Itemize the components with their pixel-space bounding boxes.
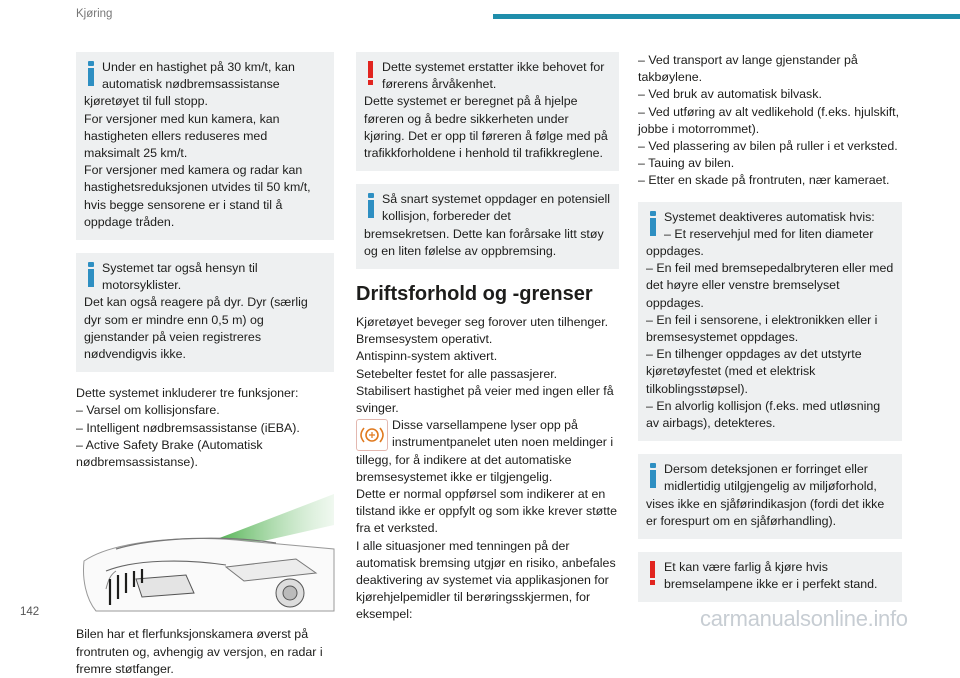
- automatic-braking-paragraph: tillegg, for å indikere at det automatiske bremsesystemet ikke er tilgjengelig. Dette er normal oppførsel som indikerer at en tilstand ikke er oppfylt og som ikke krever støtte fra et verksted. I alle situasjoner med tenningen på der automatisk bremsing utgjør en risiko, anbefales deaktivering av systemet via applikasjonen for kjørehjelpemidler til berøringsskjermen, for eksempel:: [356, 452, 617, 622]
- warning-box-vigilance: [356, 52, 619, 171]
- functions-paragraph: Dette systemet inkluderer tre funksjoner: – Varsel om kollisjonsfare. – Intelligent nødbremsassistanse (iEBA). – Active Safety Brake (Automatisk nødbremsassistanse).: [76, 386, 300, 470]
- page-number: 142: [20, 606, 40, 618]
- car-camera-illustration: [76, 489, 334, 611]
- warning-icon: [646, 561, 659, 587]
- deactivation-list: – Ved transport av lange gjenstander på takbøylene. – Ved bruk av automatisk bilvask. – Ved utføring av alt vedlikehold (f.eks. hjulskift, jobbe i motorrommet). – Ved plassering av bilen på ruller i et verksted. – Tauing av bilen. – Etter en skade på frontruten, nær kameraet.: [638, 53, 900, 188]
- info-icon: [646, 463, 659, 489]
- info-box-detection: [638, 454, 902, 539]
- warning-icon: [364, 61, 377, 87]
- info-box-first: Systemet tar også hensyn til motorsyklister.: [102, 261, 258, 293]
- info-box-text: bremsekretsen. Dette kan forårsake litt støy og en liten følelse av oppbremsing.: [364, 226, 604, 258]
- info-box-first: Så snart systemet oppdager en potensiell kollisjon, forbereder det: [382, 192, 610, 224]
- info-icon: [364, 193, 377, 219]
- info-box-text: kjøretøyet til full stopp. For versjoner med kun kamera, kan hastigheten ellers reduseres med maksimalt 25 km/t. For versjoner med kamera og radar kan hastighetsreduksjonen utvides til 50 km/t, hvis begge sensorene er i stand til å oppdage tråden.: [84, 94, 311, 229]
- section-title: Kjøring: [76, 8, 113, 20]
- warning-box-brake-lamps: [638, 552, 902, 602]
- column-1: [76, 52, 334, 678]
- info-box-speed: [76, 52, 334, 240]
- warning-box-text: Dette systemet er beregnet på å hjelpe føreren og å bedre sikkerheten under kjøring. Det er opp til føreren å følge med på trafikkforholdene i henhold til trafikkreglene.: [364, 94, 608, 161]
- info-icon: [84, 61, 97, 87]
- info-box-motorcycles: [76, 253, 334, 372]
- info-box-collision: [356, 184, 619, 269]
- column-2: [356, 52, 619, 624]
- figure-caption: Bilen har et flerfunksjonskamera øverst på frontruten og, avhengig av versjon, en radar i fremre støtfanger.: [76, 627, 323, 676]
- info-box-text: oppdages. – En feil med bremsepedalbryteren eller med det høyre eller venstre bremselyset oppdages. – En feil i sensorene, i elektronikken eller i bremsesystemet oppdages. – En tilhenger oppdages av det utstyrte kjøretøyfestet (med et elektrisk tilkoblingsstøpsel). – En alvorlig kollisjon (f.eks. med utløsning av airbags), detekteres.: [646, 244, 894, 431]
- info-box-first: Dersom deteksjonen er forringet eller midlertidig utilgjengelig av miljøforhold,: [664, 462, 877, 494]
- info-icon: [84, 262, 97, 288]
- watermark: carmanualsonline.info: [700, 606, 908, 631]
- section-heading: Driftsforhold og -grenser: [356, 283, 593, 306]
- warning-lamp-text: Disse varsellampene lyser opp på instrumentpanelet uten noen meldinger i: [392, 418, 614, 450]
- warning-box-first: Dette systemet erstatter ikke behovet for førerens årvåkenhet.: [382, 60, 605, 92]
- info-icon: [646, 211, 659, 237]
- info-box-text: Det kan også reagere på dyr. Dyr (særlig dyr som er mindre enn 0,5 m) og gjenstander på veien registreres nødvendigvis ikke.: [84, 295, 308, 362]
- info-box-first: Systemet deaktiveres automatisk hvis: – Et reservehjul med for liten diameter: [664, 209, 875, 241]
- header-accent-bar: [493, 14, 960, 19]
- column-3: [638, 52, 902, 615]
- info-box-text: vises ikke en sjåførindikasjon (fordi det ikke er forespurt om en sjåførhandling).: [646, 496, 885, 528]
- brake-warning-lamp-icon: [356, 419, 388, 451]
- info-box-first: Under en hastighet på 30 km/t, kan automatisk nødbremsassistanse: [102, 60, 295, 92]
- warning-lamp-row: [356, 417, 619, 451]
- warning-box-first: Et kan være farlig å kjøre hvis bremselampene ikke er i perfekt stand.: [664, 560, 878, 592]
- conditions-paragraph: Kjøretøyet beveger seg forover uten tilhenger. Bremsesystem operativt. Antispinn-system aktivert. Setebelter festet for alle passasjerer. Stabilisert hastighet på veier med ingen eller få svinger.: [356, 315, 614, 416]
- info-box-auto-deactivation: [638, 202, 902, 442]
